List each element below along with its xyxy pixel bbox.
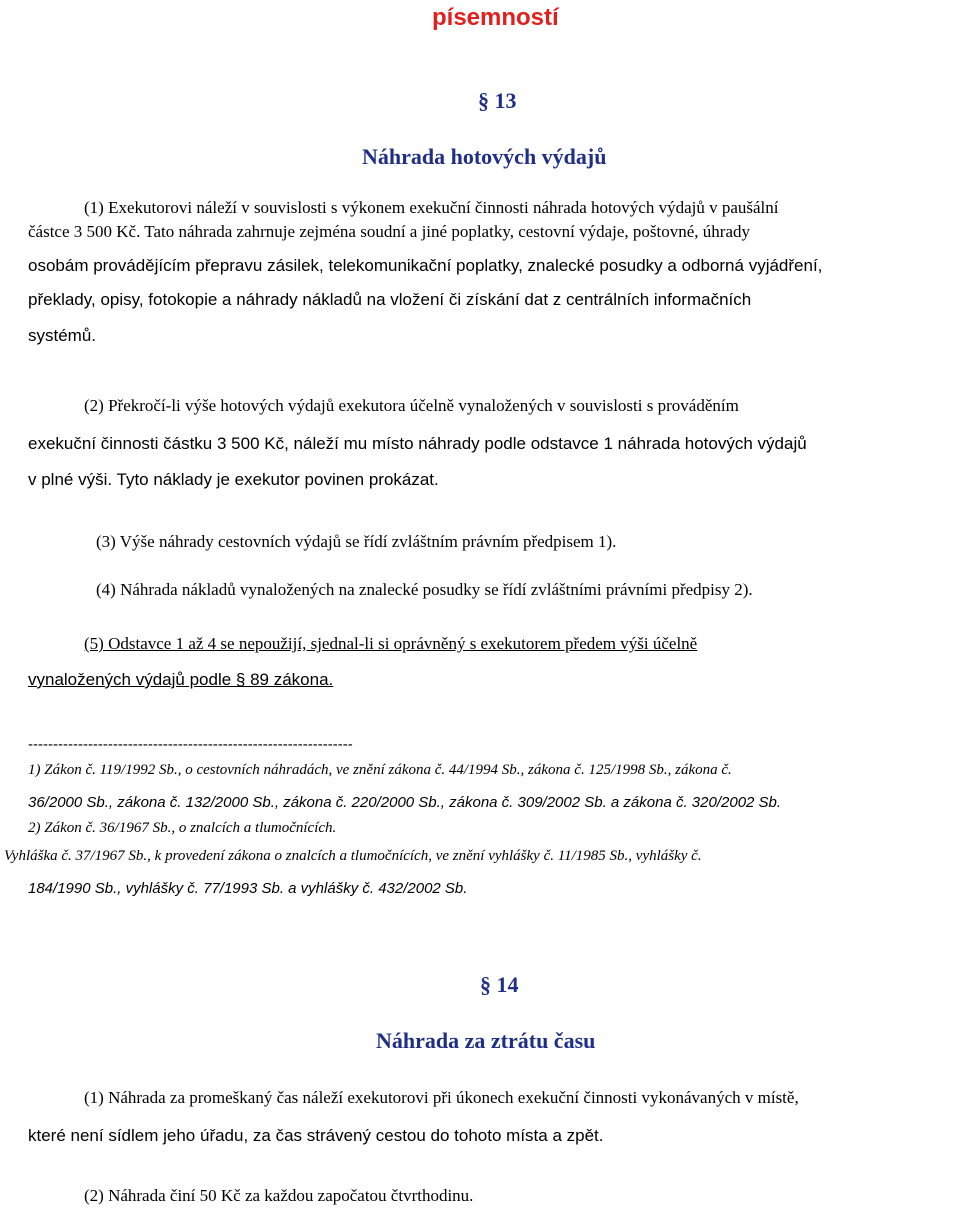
top-heading: písemností	[432, 4, 559, 31]
section-14-title: Náhrada za ztrátu času	[376, 1028, 596, 1053]
section-13-number: § 13	[478, 88, 517, 113]
footnote-separator: -----------------------------------------------------------------	[28, 736, 353, 753]
s13-p4: (4) Náhrada nákladů vynaložených na znalecké posudky se řídí zvláštními právními předpisy 2).	[96, 580, 753, 599]
footnote-line-2: 36/2000 Sb., zákona č. 132/2000 Sb., zákona č. 220/2000 Sb., zákona č. 309/2002 Sb. a zákona č. 320/2002 Sb.	[28, 794, 782, 811]
footnote-line-5: 184/1990 Sb., vyhlášky č. 77/1993 Sb. a vyhlášky č. 432/2002 Sb.	[28, 880, 468, 897]
section-14-number: § 14	[480, 972, 519, 997]
s13-p1-line-2: částce 3 500 Kč. Tato náhrada zahrnuje zejména soudní a jiné poplatky, cestovní výdaje, poštovné, úhrady	[28, 222, 751, 241]
footnote-line-1: 1) Zákon č. 119/1992 Sb., o cestovních náhradách, ve znění zákona č. 44/1994 Sb., zákona č. 125/1998 Sb., zákona č.	[28, 762, 732, 778]
s13-p5-line-1: (5) Odstavce 1 až 4 se nepoužijí, sjednal-li si oprávněný s exekutorem předem výši účelně	[84, 634, 698, 653]
s13-p5-line-2: vynaložených výdajů podle § 89 zákona.	[28, 670, 334, 689]
footnote-line-4: Vyhláška č. 37/1967 Sb., k provedení zákona o znalcích a tlumočnících, ve znění vyhlášky č. 11/1985 Sb., vyhlášky č.	[4, 848, 702, 864]
footnote-line-3: 2) Zákon č. 36/1967 Sb., o znalcích a tlumočnících.	[28, 820, 337, 836]
s14-p2: (2) Náhrada činí 50 Kč za každou započatou čtvrthodinu.	[84, 1186, 474, 1205]
s13-p2-line-1: (2) Překročí-li výše hotových výdajů exekutora účelně vynaložených v souvislosti s prováděním	[84, 396, 739, 415]
s13-p2-line-2: exekuční činnosti částku 3 500 Kč, náleží mu místo náhrady podle odstavce 1 náhrada hotových výdajů	[28, 434, 807, 453]
s14-p1-line-2: které není sídlem jeho úřadu, za čas strávený cestou do tohoto místa a zpět.	[28, 1126, 604, 1145]
section-13-title: Náhrada hotových výdajů	[362, 144, 607, 169]
s13-p2-line-3: v plné výši. Tyto náklady je exekutor povinen prokázat.	[28, 470, 439, 489]
s13-p1-line-3: osobám provádějícím přepravu zásilek, telekomunikační poplatky, znalecké posudky a odborná vyjádření,	[28, 256, 823, 275]
s13-p1-line-4: překlady, opisy, fotokopie a náhrady nákladů na vložení či získání dat z centrálních informačních	[28, 290, 752, 309]
s13-p1-line-5: systémů.	[28, 326, 97, 345]
s13-p1-line-1: (1) Exekutorovi náleží v souvislosti s výkonem exekuční činnosti náhrada hotových výdajů v paušální	[84, 198, 779, 217]
s14-p1-line-1: (1) Náhrada za promeškaný čas náleží exekutorovi při úkonech exekuční činnosti vykonávaných v místě,	[84, 1088, 799, 1107]
s13-p3: (3) Výše náhrady cestovních výdajů se řídí zvláštním právním předpisem 1).	[96, 532, 617, 551]
